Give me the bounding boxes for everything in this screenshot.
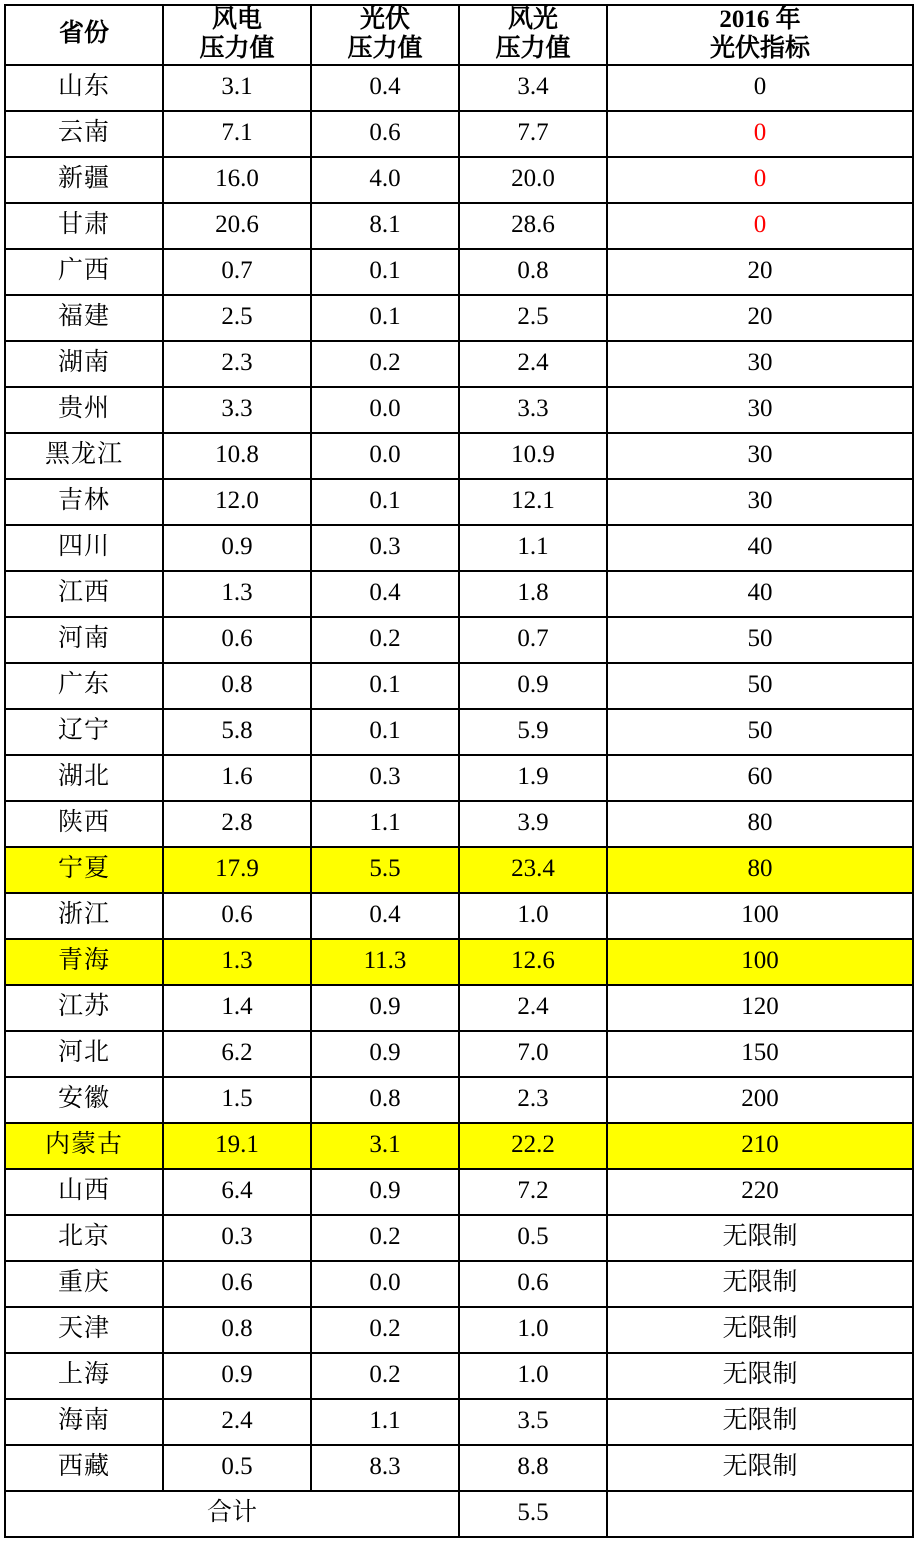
cell-province: 山东: [5, 65, 163, 111]
cell-wind-pressure: 5.8: [163, 709, 311, 755]
table-row: [5, 295, 913, 341]
table-row: [5, 893, 913, 939]
cell-province: 四川: [5, 525, 163, 571]
cell-2016-pv-index: 无限制: [607, 1353, 913, 1399]
header-line: 压力值: [495, 34, 571, 62]
cell-pv-pressure: 0.4: [311, 893, 459, 939]
cell-combined-pressure: 5.9: [459, 709, 607, 755]
cell-wind-pressure: 0.9: [163, 525, 311, 571]
header-line: 省份: [58, 20, 109, 48]
cell-combined-pressure: 12.6: [459, 939, 607, 985]
cell-pv-pressure: 0.0: [311, 433, 459, 479]
cell-province: 河南: [5, 617, 163, 663]
cell-combined-pressure: 1.0: [459, 1353, 607, 1399]
cell-province: 贵州: [5, 387, 163, 433]
cell-province: 安徽: [5, 1077, 163, 1123]
cell-wind-pressure: 0.6: [163, 617, 311, 663]
cell-2016-pv-index: 0: [607, 111, 913, 157]
cell-combined-pressure: 1.8: [459, 571, 607, 617]
cell-combined-pressure: 2.4: [459, 341, 607, 387]
header-line: 光伏: [359, 6, 410, 33]
cell-pv-pressure: 1.1: [311, 801, 459, 847]
cell-pv-pressure: 0.9: [311, 1031, 459, 1077]
cell-wind-pressure: 12.0: [163, 479, 311, 525]
cell-province: 青海: [5, 939, 163, 985]
cell-province: 浙江: [5, 893, 163, 939]
cell-pv-pressure: 11.3: [311, 939, 459, 985]
cell-combined-pressure: 3.4: [459, 65, 607, 111]
cell-pv-pressure: 0.8: [311, 1077, 459, 1123]
cell-2016-pv-index: 220: [607, 1169, 913, 1215]
cell-combined-pressure: 10.9: [459, 433, 607, 479]
cell-pv-pressure: 8.3: [311, 1445, 459, 1491]
table-row: [5, 525, 913, 571]
table-row: [5, 571, 913, 617]
cell-2016-pv-index: 80: [607, 847, 913, 893]
table-body: [5, 65, 913, 1491]
header-row: [5, 5, 913, 65]
table-header: [5, 5, 913, 65]
cell-pv-pressure: 1.1: [311, 1399, 459, 1445]
cell-2016-pv-index: 210: [607, 1123, 913, 1169]
table-row: [5, 617, 913, 663]
table-row: [5, 801, 913, 847]
column-header-wind-pressure: [163, 5, 311, 65]
cell-2016-pv-index: 100: [607, 893, 913, 939]
cell-combined-pressure: 0.9: [459, 663, 607, 709]
cell-province: 甘肃: [5, 203, 163, 249]
cell-combined-pressure: 7.2: [459, 1169, 607, 1215]
table-row: [5, 1261, 913, 1307]
cell-2016-pv-index: 150: [607, 1031, 913, 1077]
cell-combined-pressure: 0.6: [459, 1261, 607, 1307]
table-row: [5, 939, 913, 985]
table-row: [5, 249, 913, 295]
cell-combined-pressure: 8.8: [459, 1445, 607, 1491]
cell-province: 江西: [5, 571, 163, 617]
cell-2016-pv-index: 50: [607, 709, 913, 755]
table-row: [5, 1215, 913, 1261]
cell-wind-pressure: 0.9: [163, 1353, 311, 1399]
table-row: [5, 663, 913, 709]
cell-province: 湖南: [5, 341, 163, 387]
cell-province: 新疆: [5, 157, 163, 203]
table-row: [5, 1031, 913, 1077]
cell-wind-pressure: 1.3: [163, 939, 311, 985]
table-row: [5, 387, 913, 433]
cell-wind-pressure: 6.2: [163, 1031, 311, 1077]
header-line: 压力值: [347, 34, 423, 62]
cell-2016-pv-index: 无限制: [607, 1399, 913, 1445]
table-row: [5, 65, 913, 111]
cell-province: 广西: [5, 249, 163, 295]
cell-pv-pressure: 5.5: [311, 847, 459, 893]
header-line: 风光: [507, 6, 558, 33]
cell-combined-pressure: 1.0: [459, 893, 607, 939]
cell-2016-pv-index: 100: [607, 939, 913, 985]
cell-province: 北京: [5, 1215, 163, 1261]
cell-pv-pressure: 0.2: [311, 617, 459, 663]
table-row: [5, 1077, 913, 1123]
cell-2016-pv-index: 40: [607, 571, 913, 617]
cell-combined-pressure: 0.7: [459, 617, 607, 663]
column-header-combined-pressure: [459, 5, 607, 65]
cell-pv-pressure: 3.1: [311, 1123, 459, 1169]
cell-2016-pv-index: 无限制: [607, 1215, 913, 1261]
cell-combined-pressure: 22.2: [459, 1123, 607, 1169]
cell-pv-pressure: 0.1: [311, 479, 459, 525]
cell-pv-pressure: 0.2: [311, 341, 459, 387]
cell-pv-pressure: 0.2: [311, 1215, 459, 1261]
cell-2016-pv-index: 120: [607, 985, 913, 1031]
cell-combined-pressure: 1.9: [459, 755, 607, 801]
table-row: [5, 985, 913, 1031]
cell-2016-pv-index: 无限制: [607, 1307, 913, 1353]
total-label: 合计: [5, 1491, 459, 1537]
cell-wind-pressure: 1.4: [163, 985, 311, 1031]
cell-combined-pressure: 2.4: [459, 985, 607, 1031]
cell-2016-pv-index: 0: [607, 203, 913, 249]
header-line: 光伏指标: [709, 34, 810, 62]
cell-combined-pressure: 7.7: [459, 111, 607, 157]
column-header-2016-pv-index: [607, 5, 913, 65]
table-row: [5, 341, 913, 387]
cell-combined-pressure: 3.5: [459, 1399, 607, 1445]
footer-row: [5, 1491, 913, 1537]
cell-wind-pressure: 0.6: [163, 1261, 311, 1307]
cell-pv-pressure: 4.0: [311, 157, 459, 203]
cell-2016-pv-index: 50: [607, 663, 913, 709]
cell-wind-pressure: 1.6: [163, 755, 311, 801]
cell-2016-pv-index: 30: [607, 341, 913, 387]
cell-wind-pressure: 0.7: [163, 249, 311, 295]
cell-province: 江苏: [5, 985, 163, 1031]
cell-province: 辽宁: [5, 709, 163, 755]
cell-province: 福建: [5, 295, 163, 341]
total-index-empty: [607, 1491, 913, 1537]
cell-pv-pressure: 0.4: [311, 571, 459, 617]
cell-wind-pressure: 3.1: [163, 65, 311, 111]
cell-province: 天津: [5, 1307, 163, 1353]
cell-province: 云南: [5, 111, 163, 157]
cell-province: 吉林: [5, 479, 163, 525]
cell-pv-pressure: 0.3: [311, 755, 459, 801]
cell-province: 宁夏: [5, 847, 163, 893]
cell-pv-pressure: 0.6: [311, 111, 459, 157]
cell-wind-pressure: 2.3: [163, 341, 311, 387]
cell-pv-pressure: 0.9: [311, 985, 459, 1031]
table-row: [5, 479, 913, 525]
cell-combined-pressure: 1.1: [459, 525, 607, 571]
cell-province: 湖北: [5, 755, 163, 801]
cell-2016-pv-index: 40: [607, 525, 913, 571]
cell-province: 陕西: [5, 801, 163, 847]
cell-wind-pressure: 20.6: [163, 203, 311, 249]
cell-wind-pressure: 1.3: [163, 571, 311, 617]
cell-pv-pressure: 0.4: [311, 65, 459, 111]
cell-wind-pressure: 0.5: [163, 1445, 311, 1491]
cell-wind-pressure: 2.8: [163, 801, 311, 847]
table-row: [5, 1399, 913, 1445]
table-row: [5, 1123, 913, 1169]
table-row: [5, 1445, 913, 1491]
table-row: [5, 1353, 913, 1399]
table-row: [5, 203, 913, 249]
cell-wind-pressure: 7.1: [163, 111, 311, 157]
cell-pv-pressure: 0.1: [311, 663, 459, 709]
cell-combined-pressure: 20.0: [459, 157, 607, 203]
cell-combined-pressure: 0.8: [459, 249, 607, 295]
cell-wind-pressure: 1.5: [163, 1077, 311, 1123]
table-row: [5, 1307, 913, 1353]
cell-combined-pressure: 12.1: [459, 479, 607, 525]
cell-wind-pressure: 0.3: [163, 1215, 311, 1261]
total-combined-value: 5.5: [459, 1491, 607, 1537]
table-row: [5, 157, 913, 203]
cell-province: 上海: [5, 1353, 163, 1399]
cell-province: 西藏: [5, 1445, 163, 1491]
table-row: [5, 847, 913, 893]
cell-wind-pressure: 2.4: [163, 1399, 311, 1445]
table-row: [5, 433, 913, 479]
cell-province: 广东: [5, 663, 163, 709]
cell-province: 黑龙江: [5, 433, 163, 479]
cell-2016-pv-index: 200: [607, 1077, 913, 1123]
cell-wind-pressure: 0.8: [163, 663, 311, 709]
cell-2016-pv-index: 0: [607, 65, 913, 111]
pressure-index-table: [4, 4, 914, 1538]
header-line: 风电: [211, 6, 262, 33]
cell-2016-pv-index: 80: [607, 801, 913, 847]
cell-2016-pv-index: 0: [607, 157, 913, 203]
cell-2016-pv-index: 无限制: [607, 1445, 913, 1491]
cell-pv-pressure: 0.2: [311, 1353, 459, 1399]
cell-combined-pressure: 2.3: [459, 1077, 607, 1123]
cell-wind-pressure: 0.8: [163, 1307, 311, 1353]
cell-wind-pressure: 16.0: [163, 157, 311, 203]
cell-pv-pressure: 0.9: [311, 1169, 459, 1215]
cell-combined-pressure: 3.9: [459, 801, 607, 847]
cell-pv-pressure: 0.3: [311, 525, 459, 571]
cell-province: 河北: [5, 1031, 163, 1077]
cell-2016-pv-index: 60: [607, 755, 913, 801]
cell-wind-pressure: 3.3: [163, 387, 311, 433]
cell-wind-pressure: 19.1: [163, 1123, 311, 1169]
cell-2016-pv-index: 30: [607, 479, 913, 525]
cell-combined-pressure: 3.3: [459, 387, 607, 433]
cell-wind-pressure: 6.4: [163, 1169, 311, 1215]
cell-pv-pressure: 0.1: [311, 295, 459, 341]
cell-2016-pv-index: 30: [607, 433, 913, 479]
cell-combined-pressure: 23.4: [459, 847, 607, 893]
cell-province: 重庆: [5, 1261, 163, 1307]
cell-combined-pressure: 7.0: [459, 1031, 607, 1077]
cell-combined-pressure: 1.0: [459, 1307, 607, 1353]
table-row: [5, 709, 913, 755]
cell-wind-pressure: 17.9: [163, 847, 311, 893]
cell-wind-pressure: 10.8: [163, 433, 311, 479]
cell-combined-pressure: 0.5: [459, 1215, 607, 1261]
cell-province: 山西: [5, 1169, 163, 1215]
cell-pv-pressure: 0.1: [311, 249, 459, 295]
column-header-province: [5, 5, 163, 65]
cell-combined-pressure: 28.6: [459, 203, 607, 249]
table-row: [5, 1169, 913, 1215]
cell-combined-pressure: 2.5: [459, 295, 607, 341]
table-row: [5, 755, 913, 801]
cell-pv-pressure: 0.0: [311, 1261, 459, 1307]
cell-wind-pressure: 0.6: [163, 893, 311, 939]
header-line: 2016 年: [719, 6, 801, 33]
cell-2016-pv-index: 50: [607, 617, 913, 663]
cell-province: 内蒙古: [5, 1123, 163, 1169]
column-header-pv-pressure: [311, 5, 459, 65]
cell-pv-pressure: 0.0: [311, 387, 459, 433]
cell-province: 海南: [5, 1399, 163, 1445]
cell-2016-pv-index: 20: [607, 249, 913, 295]
cell-wind-pressure: 2.5: [163, 295, 311, 341]
cell-pv-pressure: 8.1: [311, 203, 459, 249]
cell-2016-pv-index: 无限制: [607, 1261, 913, 1307]
cell-2016-pv-index: 30: [607, 387, 913, 433]
table-footer: [5, 1491, 913, 1537]
cell-2016-pv-index: 20: [607, 295, 913, 341]
header-line: 压力值: [199, 34, 275, 62]
cell-pv-pressure: 0.2: [311, 1307, 459, 1353]
table-row: [5, 111, 913, 157]
cell-pv-pressure: 0.1: [311, 709, 459, 755]
